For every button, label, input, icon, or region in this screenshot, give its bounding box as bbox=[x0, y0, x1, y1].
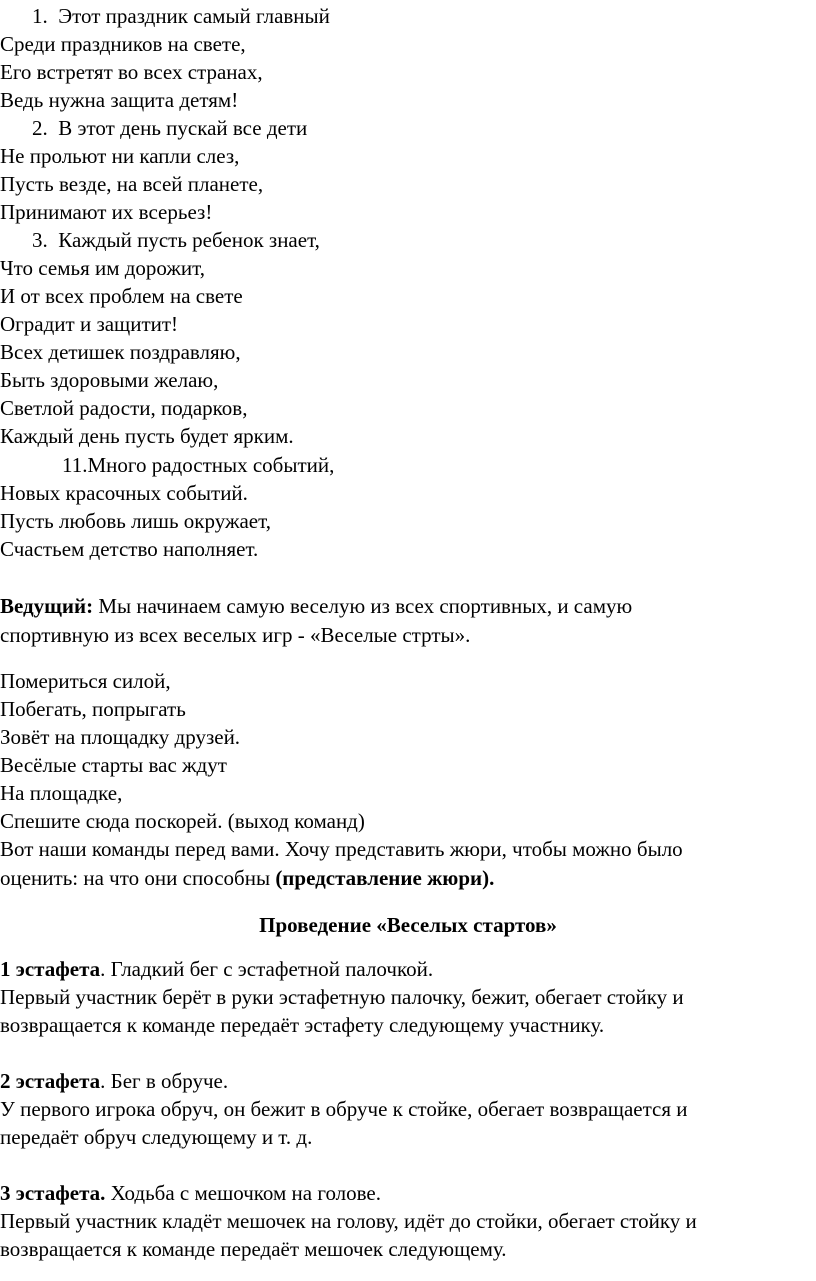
relay-label: 3 эстафета. bbox=[0, 1181, 106, 1205]
list-number: 3. bbox=[32, 228, 48, 252]
relay-text: У первого игрока обруч, он бежит в обруче к стойке, обегает возвращается и bbox=[0, 1097, 688, 1121]
relay-heading: 3 эстафета. Ходьба с мешочком на голове. bbox=[0, 1181, 382, 1205]
relay-heading: 1 эстафета. Гладкий бег с эстафетной палочкой. bbox=[0, 957, 434, 981]
verse-line: оценить: на что они способны (представление жюри). bbox=[0, 866, 495, 890]
poem-line: 3. Каждый пусть ребенок знает, bbox=[32, 228, 320, 252]
relay-heading: 2 эстафета. Бег в обруче. bbox=[0, 1069, 229, 1093]
verse-line: Зовёт на площадку друзей. bbox=[0, 725, 241, 749]
verse-line: Вот наши команды перед вами. Хочу представить жюри, чтобы можно было bbox=[0, 837, 683, 861]
relay-label: 2 эстафета bbox=[0, 1069, 101, 1093]
poem-line: Оградит и защитит! bbox=[0, 312, 179, 336]
relay-text: возвращается к команде передаёт мешочек следующему. bbox=[0, 1237, 507, 1261]
host-paragraph-line: спортивную из всех веселых игр - «Веселые стрты». bbox=[0, 623, 471, 647]
relay-text: Первый участник берёт в руки эстафетную палочку, бежит, обегает стойку и bbox=[0, 985, 684, 1009]
relay-text: возвращается к команде передаёт эстафету следующему участнику. bbox=[0, 1013, 605, 1037]
jury-note: (представление жюри). bbox=[275, 866, 495, 890]
poem-line: Пусть везде, на всей планете, bbox=[0, 172, 264, 196]
poem-line: Быть здоровыми желаю, bbox=[0, 368, 219, 392]
verse-line: На площадке, bbox=[0, 781, 123, 805]
poem-line: Новых красочных событий. bbox=[0, 481, 248, 505]
relay-label: 1 эстафета bbox=[0, 957, 101, 981]
list-number: 1. bbox=[32, 4, 48, 28]
poem-line: Принимают их всерьез! bbox=[0, 200, 213, 224]
poem-line: Его встретят во всех странах, bbox=[0, 60, 263, 84]
poem-line: Не прольют ни капли слез, bbox=[0, 144, 240, 168]
list-number: 2. bbox=[32, 116, 48, 140]
relay-text: Первый участник кладёт мешочек на голову, идёт до стойки, обегает стойку и bbox=[0, 1209, 697, 1233]
poem-line: И от всех проблем на свете bbox=[0, 284, 243, 308]
poem-line: Счастьем детство наполняет. bbox=[0, 537, 259, 561]
poem-line: Каждый день пусть будет ярким. bbox=[0, 424, 294, 448]
poem-line: Пусть любовь лишь окружает, bbox=[0, 509, 271, 533]
section-title: Проведение «Веселых стартов» bbox=[259, 913, 557, 937]
verse-line: Спешите сюда поскорей. (выход команд) bbox=[0, 809, 365, 833]
poem-line: Ведь нужна защита детям! bbox=[0, 88, 239, 112]
poem-line: Что семья им дорожит, bbox=[0, 256, 206, 280]
poem-line: 2. В этот день пускай все дети bbox=[32, 116, 308, 140]
verse-line: Помериться силой, bbox=[0, 669, 171, 693]
relay-text: передаёт обруч следующему и т. д. bbox=[0, 1125, 313, 1149]
poem-line: 1. Этот праздник самый главный bbox=[32, 4, 330, 28]
poem-line: Светлой радости, подарков, bbox=[0, 396, 248, 420]
verse-line: Весёлые старты вас ждут bbox=[0, 753, 227, 777]
poem-line: Среди праздников на свете, bbox=[0, 32, 246, 56]
host-paragraph: Ведущий: Мы начинаем самую веселую из всех спортивных, и самую bbox=[0, 594, 633, 618]
list-number: 11. bbox=[62, 453, 88, 477]
poem-line: 11.Много радостных событий, bbox=[62, 453, 335, 477]
poem-line: Всех детишек поздравляю, bbox=[0, 340, 241, 364]
host-label: Ведущий: bbox=[0, 594, 94, 618]
verse-line: Побегать, попрыгать bbox=[0, 697, 186, 721]
